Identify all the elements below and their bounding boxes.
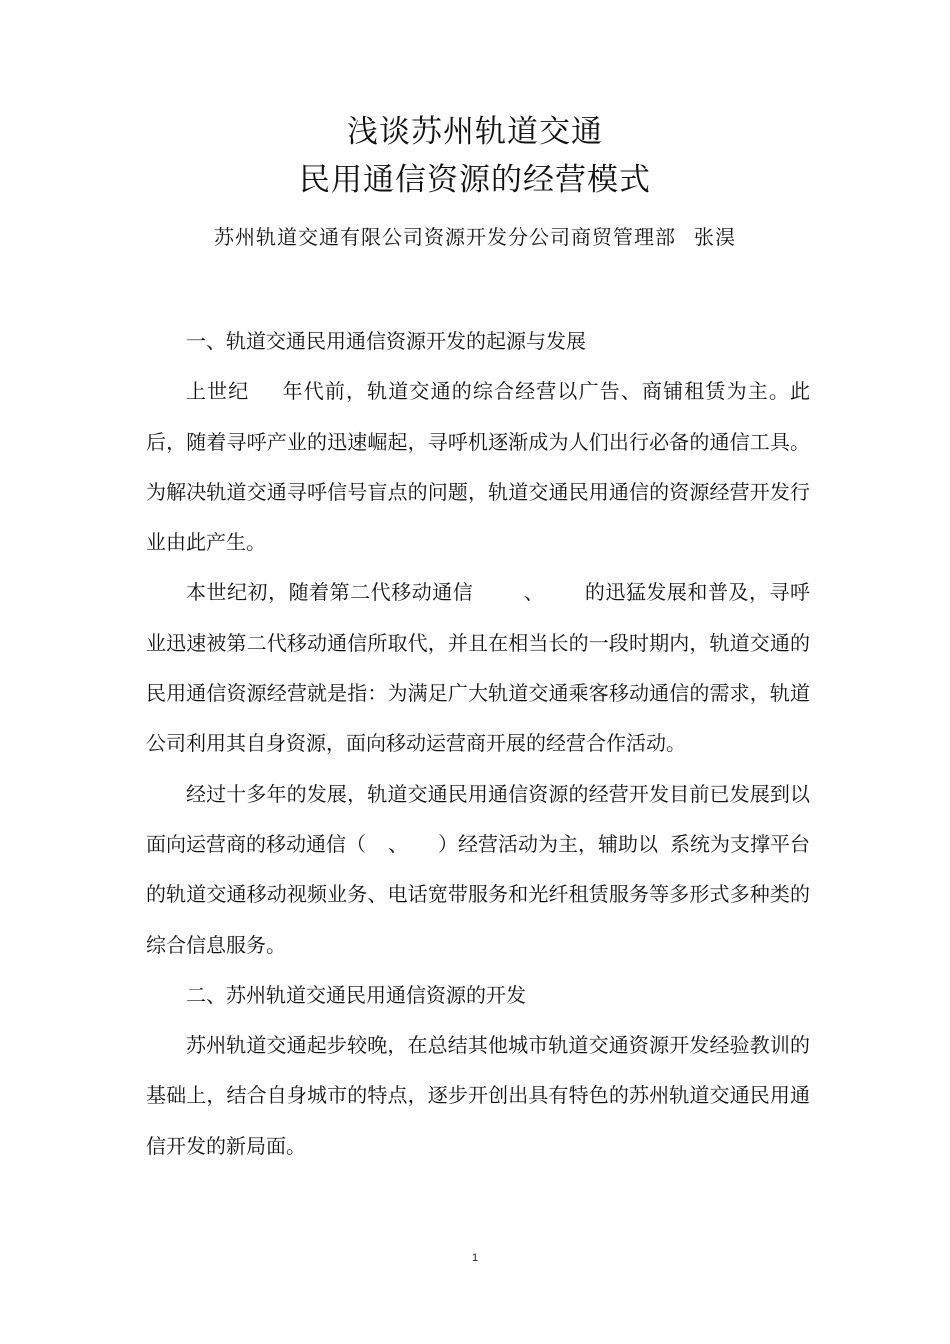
paragraph-1-part-a: 上世纪 xyxy=(186,379,250,404)
paragraph-1-part-b: 年代前，轨道交通的综合经营以广告、商铺租赁为主。此后，随着寻呼产业的迅速崛起，寻呼机逐渐成为人们出行必备的通信工具。为解决轨道交通寻呼信号盲点的问题，轨道交通民用通信的资源经营开发行业由此产生。 xyxy=(146,379,811,555)
document-title-line-2: 民用通信资源的经营模式 xyxy=(299,162,651,198)
paragraph-1 xyxy=(146,366,810,567)
paragraph-2-part-c: 的迅猛发展和普及，寻呼业迅速被第二代移动通信所取代，并且在相当长的一段时期内，轨道交通的民用通信资源经营就是指：为满足广大轨道交通乘客移动通信的需求，轨道公司利用其自身资源，面向移动运营商开展的经营合作活动。 xyxy=(146,580,811,756)
author-affiliation: 苏州轨道交通有限公司资源开发分公司商贸管理部 xyxy=(214,225,676,249)
paragraph-2 xyxy=(146,567,810,768)
author-line xyxy=(0,221,950,250)
paragraph-3 xyxy=(146,769,810,970)
paragraph-3-part-d: 系统为支撑平台的轨道交通移动视频业务、电话宽带服务和光纤租赁服务等多形式多种类的综合信息服务。 xyxy=(146,831,810,957)
section-heading-1: 一、轨道交通民用通信资源开发的起源与发展 xyxy=(186,329,586,353)
paragraph-4: 苏州轨道交通起步较晚，在总结其他城市轨道交通资源开发经验教训的基础上，结合自身城市的特点，逐步开创出具有特色的苏州轨道交通民用通信开发的新局面。 xyxy=(146,1033,810,1158)
paragraph-2-part-a: 本世纪初，随着第二代移动通信 xyxy=(186,580,474,605)
document-body xyxy=(146,316,810,1171)
page-number: 1 xyxy=(471,1252,479,1264)
paragraph-3-part-c: ）经营活动为主，辅助以 xyxy=(438,831,658,856)
author-name: 张淏 xyxy=(694,225,736,249)
paragraph-2-part-b: 、 xyxy=(523,580,545,605)
section-heading-2: 二、苏州轨道交通民用通信资源的开发 xyxy=(186,982,526,1007)
paragraph-3-part-b: 、 xyxy=(388,831,408,856)
document-title-line-1: 浅谈苏州轨道交通 xyxy=(347,114,603,150)
paragraph-3-part-a: 经过十多年的发展，轨道交通民用通信资源的经营开发目前已发展到以面向运营商的移动通信（ xyxy=(146,781,810,856)
